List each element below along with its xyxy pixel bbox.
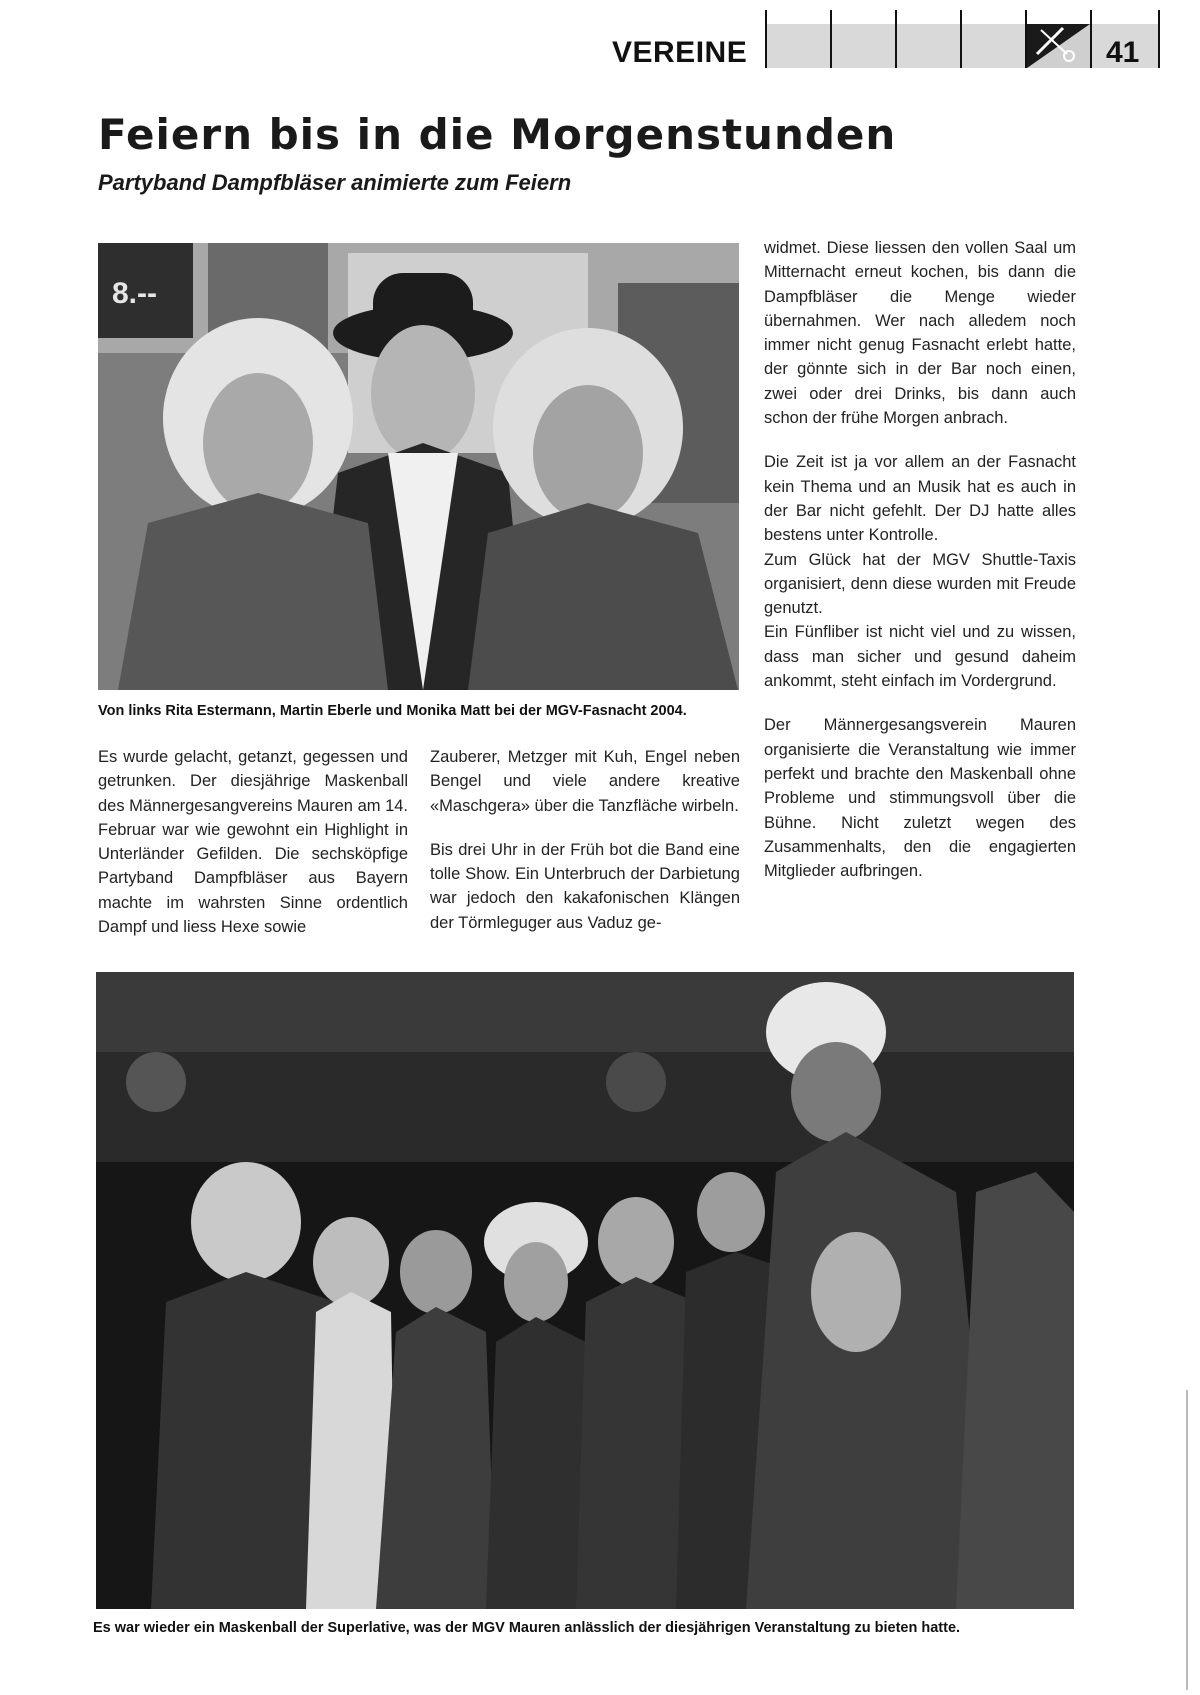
paragraph: Zauberer, Metzger mit Kuh, Engel neben Bengel und viele andere kreative «Maschgera» über die Tanzfläche wirbeln. <box>430 748 740 815</box>
portrait-photo <box>98 243 739 690</box>
masked-ball-photo-image <box>96 972 1074 1609</box>
header-bar <box>765 10 1160 68</box>
photo-caption: Von links Rita Estermann, Martin Eberle und Monika Matt bei der MGV-Fasnacht 2004. <box>98 703 687 719</box>
header-cell <box>767 24 830 68</box>
article-column-2 <box>430 745 740 955</box>
article-column-3 <box>764 236 1076 903</box>
portrait-photo-image <box>98 243 739 690</box>
paragraph: Bis drei Uhr in der Früh bot die Band eine tolle Show. Ein Unterbruch der Darbietung war jedoch den kakafonischen Klängen der Törmleguger aus Vaduz ge- <box>430 840 740 932</box>
crossed-tools-icon <box>1027 10 1090 68</box>
paragraph: Der Männergesangsverein Mauren organisierte die Veranstaltung wie immer perfekt und brachte den Maskenball ohne Probleme und stimmungsvoll über die Bühne. Nicht zuletzt wegen des Zusammenhalts, den die engagierten Mitglieder aufbringen. <box>764 716 1076 881</box>
subheadline: Partyband Dampfbläser animierte zum Feiern <box>98 170 572 195</box>
photo-caption: Es war wieder ein Maskenball der Superlative, was der MGV Mauren anlässlich der diesjährigen Veranstaltung zu bieten hatte. <box>93 1620 961 1636</box>
header-divider <box>895 10 897 68</box>
header-divider <box>960 10 962 68</box>
header-cell <box>962 24 1025 68</box>
article-column-1 <box>98 745 408 959</box>
header-divider <box>1158 10 1160 68</box>
header-cell <box>832 24 895 68</box>
header-divider <box>830 10 832 68</box>
header-cell <box>897 24 960 68</box>
header-divider <box>1090 10 1092 68</box>
margin-rule <box>1186 1390 1188 1690</box>
header-divider <box>765 10 767 68</box>
paragraph: Es wurde gelacht, getanzt, gegessen und getrunken. Der diesjährige Maskenball des Männergesangvereins Mauren am 14. Februar war wie gewohnt ein Highlight in Unterländer Gefilden. Die sechsköpfige Partyband Dampfbläser aus Bayern machte im wahrsten Sinne ordentlich Dampf und liess Hexe sowie <box>98 748 409 937</box>
paragraph: widmet. Diese liessen den vollen Saal um Mitternacht erneut kochen, bis dann die Dampfbläser die Menge wieder übernahmen. Wer nach alledem noch immer nicht genug Fasnacht erlebt hatte, der gönnte sich in der Bar noch einen, zwei oder drei Drinks, bis dann auch schon der frühe Morgen anbrach. <box>764 239 1076 428</box>
paragraph: Ein Fünfliber ist nicht viel und zu wissen, dass man sicher und gesund daheim ankommt, steht einfach im Vordergrund. <box>764 623 1076 691</box>
masked-ball-photo <box>96 972 1074 1609</box>
paragraph: Die Zeit ist ja vor allem an der Fasnacht kein Thema und an Musik hat es auch in der Bar nicht gefehlt. Der DJ hatte alles bestens unter Kontrolle. <box>764 453 1076 545</box>
page-number: 41 <box>1106 36 1140 69</box>
price-sign: 8.-- <box>112 277 157 310</box>
headline: Feiern bis in die Morgenstunden <box>98 110 897 159</box>
paragraph: Zum Glück hat der MGV Shuttle-Taxis organisiert, denn diese wurden mit Freude genutzt. <box>764 550 1076 618</box>
section-label: VEREINE <box>612 36 748 69</box>
